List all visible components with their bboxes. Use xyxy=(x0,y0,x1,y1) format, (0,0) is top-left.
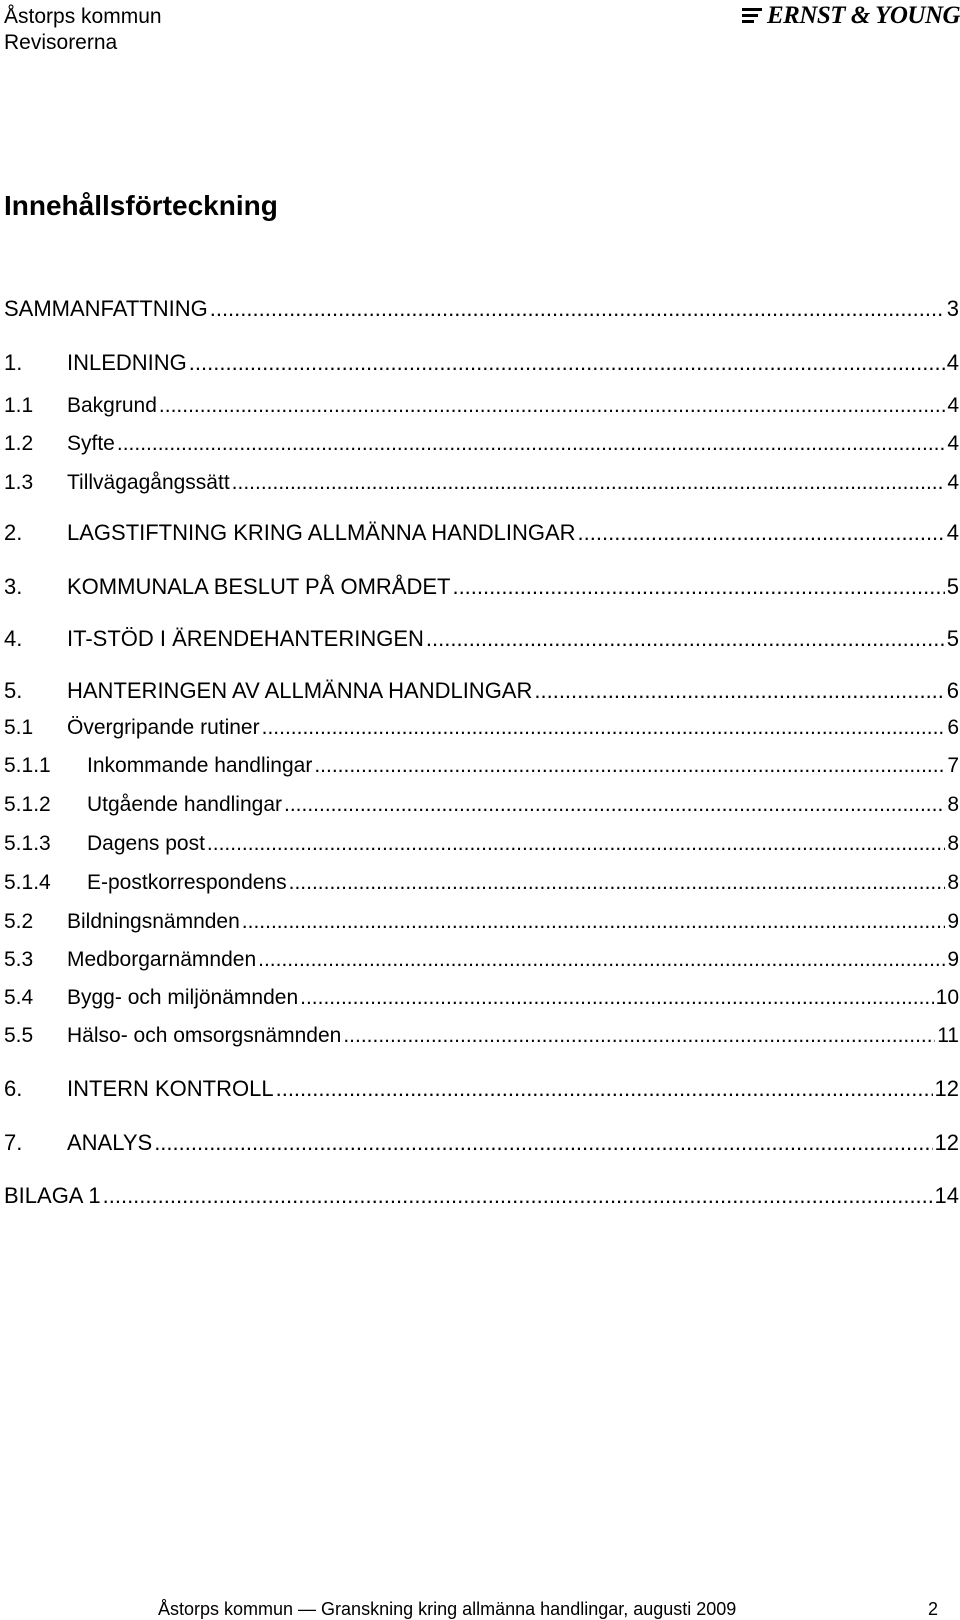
toc-leader-dots xyxy=(189,350,945,376)
header-org: Åstorps kommun xyxy=(4,5,162,28)
toc-entry-label: Bygg- och miljönämnden xyxy=(67,986,299,1009)
toc-entry[interactable] xyxy=(4,626,959,652)
toc-entry-page: 6 xyxy=(947,716,959,739)
header-dept: Revisorerna xyxy=(4,31,118,54)
toc-entry-label: Medborgarnämnden xyxy=(67,948,257,971)
toc-entry-page: 7 xyxy=(947,754,959,777)
toc-entry-label: HANTERINGEN AV ALLMÄNNA HANDLINGAR xyxy=(67,678,533,703)
toc-entry-number: 5.1.3 xyxy=(4,832,51,855)
toc-entry-page: 5 xyxy=(946,626,959,651)
toc-entry[interactable] xyxy=(4,1130,959,1156)
ernst-young-logo xyxy=(742,2,960,30)
toc-entry[interactable] xyxy=(4,350,959,376)
toc-entry-number: 1.2 xyxy=(4,432,34,455)
toc-leader-dots xyxy=(289,871,946,895)
toc-entry[interactable] xyxy=(4,520,959,546)
toc-entry[interactable] xyxy=(4,948,959,972)
page-title: Innehållsförteckning xyxy=(4,190,278,221)
toc-entry-number: 1.3 xyxy=(4,471,34,494)
toc-entry-page: 11 xyxy=(937,1024,959,1047)
toc-entry-number: 5. xyxy=(4,678,23,703)
toc-leader-dots xyxy=(284,793,945,817)
toc-leader-dots xyxy=(207,832,945,856)
toc-entry[interactable] xyxy=(4,871,959,895)
toc-entry-label: Inkommande handlingar xyxy=(87,754,313,777)
toc-entry-number: 5.3 xyxy=(4,948,34,971)
toc-entry-page: 4 xyxy=(946,520,959,545)
toc-leader-dots xyxy=(117,432,945,456)
toc-entry-number: 3. xyxy=(4,574,23,599)
toc-entry-label: E-postkorrespondens xyxy=(87,871,287,894)
toc-leader-dots xyxy=(258,948,945,972)
toc-entry-page: 4 xyxy=(947,432,959,455)
toc-entry-page: 12 xyxy=(934,1130,959,1155)
toc-entry-label: INTERN KONTROLL xyxy=(67,1076,274,1101)
toc-entry-label: Hälso- och omsorgsnämnden xyxy=(67,1024,342,1047)
toc-entry-label: LAGSTIFTNING KRING ALLMÄNNA HANDLINGAR xyxy=(67,520,576,545)
toc-entry-number: 1. xyxy=(4,350,23,375)
toc-entry[interactable] xyxy=(4,793,959,817)
toc-entry-label: Övergripande rutiner xyxy=(67,716,260,739)
toc-entry-label: Bakgrund xyxy=(67,394,157,417)
toc-entry-page: 3 xyxy=(946,296,959,321)
toc-entry-label: Utgående handlingar xyxy=(87,793,282,816)
toc-entry-label: BILAGA 1 xyxy=(4,1183,101,1208)
toc-entry-number: 5.1.1 xyxy=(4,754,51,777)
toc-entry-page: 4 xyxy=(947,394,959,417)
toc-entry[interactable] xyxy=(4,832,959,856)
toc-entry-label: IT-STÖD I ÄRENDEHANTERINGEN xyxy=(67,626,424,651)
toc-entry[interactable] xyxy=(4,716,959,740)
toc-entry-page: 9 xyxy=(947,910,959,933)
toc-entry[interactable] xyxy=(4,1183,959,1209)
toc-leader-dots xyxy=(452,574,944,600)
toc-entry-number: 5.1.4 xyxy=(4,871,51,894)
toc-entry-label: Dagens post xyxy=(87,832,205,855)
toc-entry[interactable] xyxy=(4,1024,959,1048)
toc-entry-number: 6. xyxy=(4,1076,23,1101)
toc-entry-number: 5.4 xyxy=(4,986,34,1009)
toc-entry[interactable] xyxy=(4,296,959,322)
toc-entry-number: 1.1 xyxy=(4,394,34,417)
toc-entry-label: SAMMANFATTNING xyxy=(4,296,208,321)
toc-entry[interactable] xyxy=(4,986,959,1010)
toc-entry-number: 5.1.2 xyxy=(4,793,51,816)
footer-page-number: 2 xyxy=(927,1599,938,1619)
toc-entry-page: 6 xyxy=(946,678,959,703)
toc-leader-dots xyxy=(314,754,945,778)
footer-text: Åstorps kommun — Granskning kring allmänna handlingar, augusti 2009 xyxy=(158,1599,737,1619)
toc-entry[interactable] xyxy=(4,432,959,456)
toc-entry[interactable] xyxy=(4,1076,959,1102)
toc-leader-dots xyxy=(276,1076,933,1102)
toc-entry-label: Bildningsnämnden xyxy=(67,910,240,933)
page-footer xyxy=(158,1598,938,1620)
toc-entry-page: 8 xyxy=(947,832,959,855)
toc-entry-number: 5.2 xyxy=(4,910,34,933)
toc-leader-dots xyxy=(534,678,944,704)
toc-entry-number: 5.1 xyxy=(4,716,34,739)
toc-entry[interactable] xyxy=(4,678,959,704)
toc-entry-number: 7. xyxy=(4,1130,23,1155)
toc-entry-label: INLEDNING xyxy=(67,350,187,375)
toc-entry-page: 10 xyxy=(935,986,959,1009)
toc-entry-number: 5.5 xyxy=(4,1024,34,1047)
toc-leader-dots xyxy=(242,910,946,934)
toc-leader-dots xyxy=(578,520,945,546)
logo-text: ERNST & YOUNG xyxy=(767,2,960,29)
toc-entry-page: 9 xyxy=(947,948,959,971)
toc-entry-label: KOMMUNALA BESLUT PÅ OMRÅDET xyxy=(67,574,451,599)
logo-mark-icon xyxy=(742,6,762,26)
toc-entry-page: 4 xyxy=(946,350,959,375)
toc-entry-page: 8 xyxy=(947,871,959,894)
toc-entry-number: 2. xyxy=(4,520,23,545)
toc-leader-dots xyxy=(343,1024,935,1048)
toc-entry-page: 12 xyxy=(934,1076,959,1101)
toc-entry-number: 4. xyxy=(4,626,23,651)
toc-leader-dots xyxy=(426,626,945,652)
toc-entry-label: Tillvägagångssätt xyxy=(67,471,230,494)
toc-leader-dots xyxy=(154,1130,932,1156)
toc-entry-page: 5 xyxy=(946,574,959,599)
toc-entry[interactable] xyxy=(4,910,959,934)
toc-leader-dots xyxy=(159,394,945,418)
toc-leader-dots xyxy=(210,296,945,322)
toc-entry[interactable] xyxy=(4,754,959,778)
toc-leader-dots xyxy=(300,986,934,1010)
toc-entry-page: 4 xyxy=(947,471,959,494)
toc-leader-dots xyxy=(103,1183,933,1209)
toc-entry[interactable] xyxy=(4,574,959,600)
header-left xyxy=(4,4,162,56)
toc-entry-page: 14 xyxy=(934,1183,959,1208)
toc-entry-label: Syfte xyxy=(67,432,115,455)
toc-leader-dots xyxy=(262,716,946,740)
toc-entry[interactable] xyxy=(4,394,959,418)
toc-entry[interactable] xyxy=(4,471,959,495)
toc-entry-page: 8 xyxy=(947,793,959,816)
toc-leader-dots xyxy=(232,471,946,495)
toc-entry-label: ANALYS xyxy=(67,1130,153,1155)
